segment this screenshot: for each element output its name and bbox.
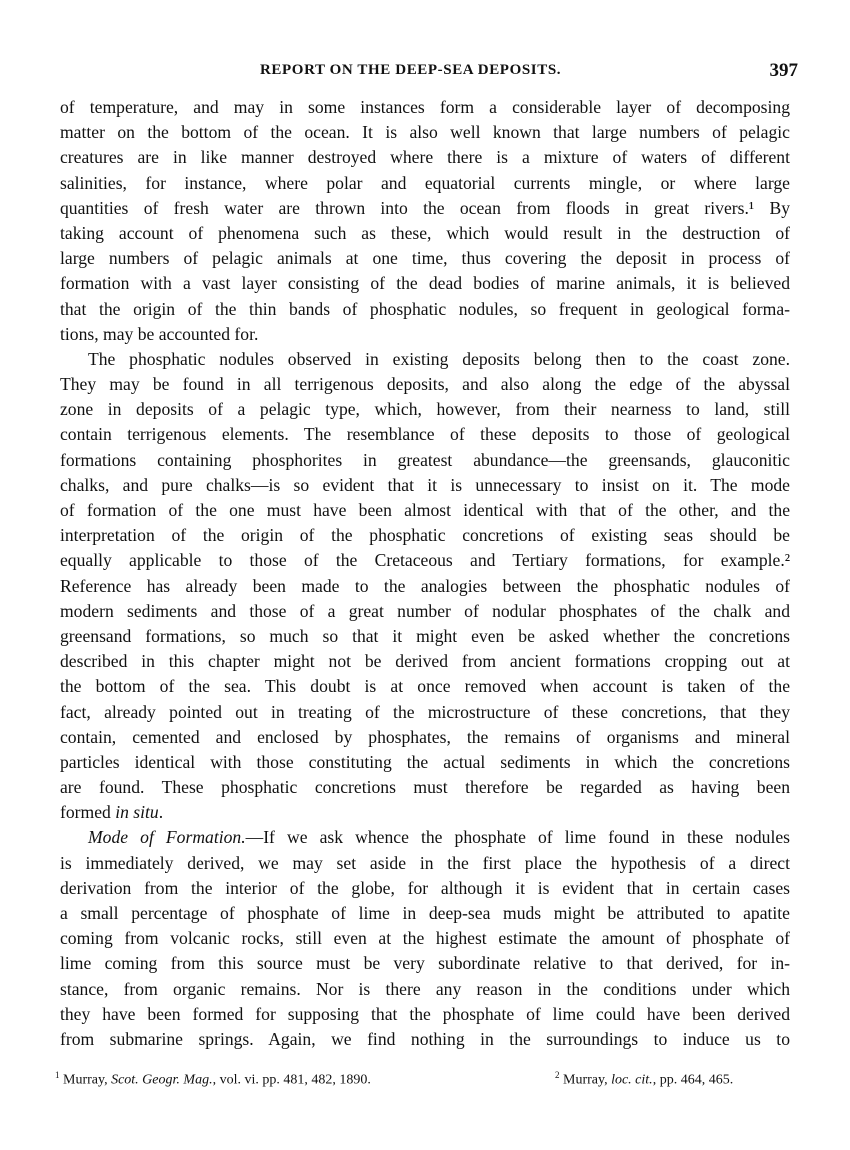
text-line: They may be found in all terrigenous deposits, and also along the edge of the abyssal (60, 374, 790, 395)
text-line: fact, already pointed out in treating of the microstructure of these concretions, that they (60, 701, 790, 722)
text-line: from submarine springs. Again, we find nothing in the surroundings to induce us to (60, 1028, 790, 1049)
text-line: taking account of phenomena such as these, which would result in the destruction of (60, 222, 790, 243)
text-line: lime coming from this source must be very subordinate relative to that derived, for in- (60, 953, 790, 974)
text-line: stance, from organic remains. Nor is there any reason in the conditions under which (60, 978, 790, 999)
text-line: they have been formed for supposing that the phosphate of lime could have been derived (60, 1003, 790, 1024)
text-line: contain, cemented and enclosed by phosphates, the remains of organisms and mineral (60, 726, 790, 747)
text-line: contain terrigenous elements. The resemblance of these deposits to those of geological (60, 424, 790, 445)
footnote-text: , vol. vi. pp. 481, 482, 1890. (212, 1072, 371, 1088)
text-line: are found. These phosphatic concretions must therefore be regarded as having been (60, 777, 790, 798)
footnote-1 (55, 1070, 371, 1089)
text-line: particles identical with those constituting the actual sediments in which the concretions (60, 751, 790, 772)
text-line: a small percentage of phosphate of lime in deep-sea muds might be attributed to apatite (60, 903, 790, 923)
text-line: the bottom of the sea. This doubt is at once removed when account is taken of the (60, 676, 790, 697)
body-text (60, 95, 790, 1052)
page-number: 397 (769, 60, 798, 81)
text-line: large numbers of pelagic animals at one time, thus covering the deposit in process of (60, 248, 790, 269)
text-span: . (158, 802, 164, 823)
footnote-mark: 1 (55, 1070, 60, 1080)
text-line: formation with a vast layer consisting of the dead bodies of marine animals, it is believed (60, 273, 790, 294)
footnote-italic: Scot. Geogr. Mag. (111, 1072, 213, 1088)
text-line: matter on the bottom of the ocean. It is also well known that large numbers of pelagic (60, 122, 790, 143)
footnote-italic: loc. cit. (611, 1072, 653, 1088)
footnote-text: , pp. 464, 465. (652, 1072, 734, 1088)
text-line: that the origin of the thin bands of phosphatic nodules, so frequent in geological forma- (60, 298, 790, 319)
running-title: REPORT ON THE DEEP-SEA DEPOSITS. (260, 62, 562, 78)
text-line: tions, may be accounted for. (60, 323, 259, 344)
section-heading-line (60, 825, 790, 850)
page-header (60, 60, 798, 84)
text-line: of formation of the one must have been almost identical with that of the other, and the (60, 500, 790, 520)
text-line: The phosphatic nodules observed in existing deposits belong then to the coast zone. (88, 348, 790, 369)
text-line: interpretation of the origin of the phosphatic concretions of existing seas should be (60, 525, 790, 546)
text-line: chalks, and pure chalks—is so evident that it is unnecessary to insist on it. The mode (60, 474, 790, 495)
text-line: quantities of fresh water are thrown into the ocean from floods in great rivers.¹ By (60, 197, 790, 218)
text-line: creatures are in like manner destroyed where there is a mixture of waters of different (60, 147, 790, 168)
text-line: of temperature, and may in some instances form a considerable layer of decomposing (60, 97, 790, 117)
text-line: modern sediments and those of a great number of nodular phosphates of the chalk and (60, 600, 790, 621)
text-line: described in this chapter might not be derived from ancient formations cropping out at (60, 651, 790, 672)
text-line: equally applicable to those of the Cretaceous and Tertiary formations, for example.² (60, 550, 790, 571)
footnote-2 (555, 1070, 733, 1089)
footnote-mark: 2 (555, 1070, 560, 1080)
text-line: zone in deposits of a pelagic type, which, however, from their nearness to land, still (60, 399, 790, 420)
text-span: formed (60, 802, 116, 823)
italic-text: in situ (115, 802, 159, 823)
text-line: salinities, for instance, where polar and equatorial currents mingle, or where large (60, 172, 790, 193)
text-line: is immediately derived, we may set aside in the first place the hypothesis of a direct (60, 852, 790, 873)
text-line: greensand formations, so much so that it might even be asked whether the concretions (60, 625, 790, 646)
section-heading: Mode of Formation. (88, 827, 246, 848)
text-line: Reference has already been made to the analogies between the phosphatic nodules of (60, 575, 790, 596)
text-span: —If we ask whence the phosphate of lime found in these nodules (245, 827, 790, 848)
text-line (60, 800, 790, 825)
text-line: formations containing phosphorites in greatest abundance—the greensands, glauconitic (60, 449, 790, 470)
footnote-text: Murray, (563, 1072, 612, 1088)
text-line: coming from volcanic rocks, still even at the highest estimate the amount of phosphate of (60, 928, 790, 949)
text-line: derivation from the interior of the globe, for although it is evident that in certain cases (60, 877, 790, 898)
footnote-text: Murray, (63, 1072, 112, 1088)
